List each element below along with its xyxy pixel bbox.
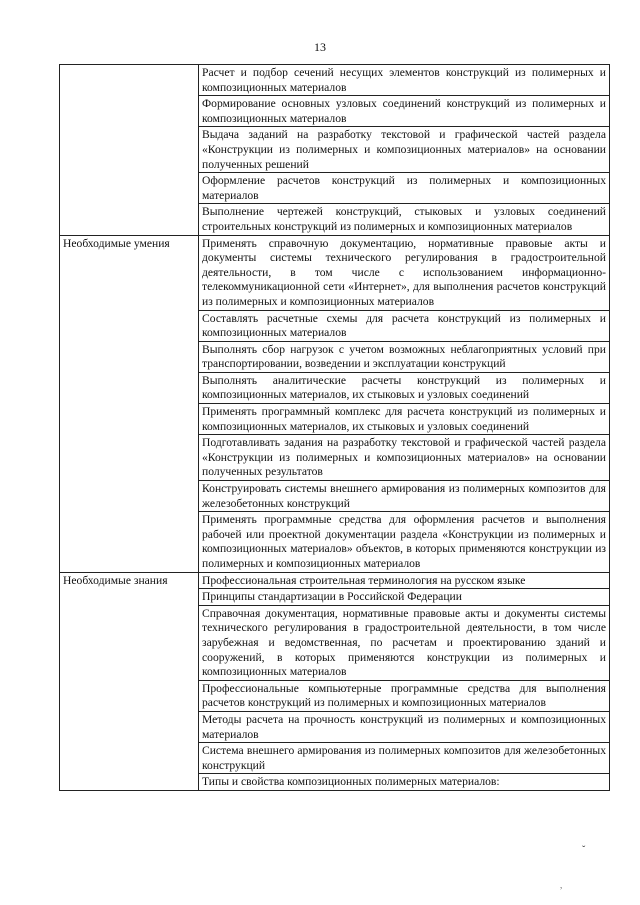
scan-artifact: ˇ — [582, 845, 586, 856]
section-item: Методы расчета на прочность конструкций из полимерных и композиционных материалов — [199, 711, 610, 742]
section-item: Справочная документация, нормативные правовые акты и документы системы технического регулирования в градостроительной деятельности, в том числе зарубежная и ведомственная, по расчетам и проектированию зданий и сооружений, в которых применяются конструкции из полимерных и композиционных материалов — [199, 605, 610, 680]
scan-artifact-2: , — [560, 880, 563, 890]
section-item: Система внешнего армирования из полимерных композитов для железобетонных конструкций — [199, 743, 610, 774]
section-item: Составлять расчетные схемы для расчета конструкций из полимерных и композиционных материалов — [199, 310, 610, 341]
section-item: Выполнять аналитические расчеты конструкций из полимерных и композиционных материалов, их стыковых и узловых соединений — [199, 372, 610, 403]
page-number: 13 — [314, 40, 326, 54]
section-item: Принципы стандартизации в Российской Федерации — [199, 589, 610, 606]
section-item: Выполнение чертежей конструкций, стыковых и узловых соединений строительных конструкций из полимерных и композиционных материалов — [199, 204, 610, 235]
competency-table — [59, 64, 610, 791]
section-label: Необходимые знания — [60, 572, 199, 790]
section-item: Выполнять сбор нагрузок с учетом возможных неблагоприятных условий при транспортировании, возведении и эксплуатации конструкций — [199, 341, 610, 372]
section-label: Необходимые умения — [60, 235, 199, 572]
section-item: Выдача заданий на разработку текстовой и графической частей раздела «Конструкции из полимерных и композиционных материалов» на основании полученных решений — [199, 127, 610, 173]
section-item: Типы и свойства композиционных полимерных материалов: — [199, 774, 610, 791]
section-item: Применять программные средства для оформления расчетов и выполнения рабочей или проектной документации раздела «Конструкции из полимерных и композиционных материалов» объектов, в которых применяются конструкции из полимерных и композиционных материалов — [199, 512, 610, 572]
section-item: Профессиональные компьютерные программные средства для выполнения расчетов конструкций из полимерных и композиционных материалов — [199, 680, 610, 711]
section-item: Применять программный комплекс для расчета конструкций из полимерных и композиционных материалов, их стыковых и узловых соединений — [199, 404, 610, 435]
table-row — [60, 65, 610, 96]
section-item: Формирование основных узловых соединений конструкций из полимерных и композиционных материалов — [199, 96, 610, 127]
section-item: Конструировать системы внешнего армирования из полимерных композитов для железобетонных конструкций — [199, 481, 610, 512]
table-row — [60, 572, 610, 589]
section-item: Расчет и подбор сечений несущих элементов конструкций из полимерных и композиционных материалов — [199, 65, 610, 96]
section-item: Применять справочную документацию, нормативные правовые акты и документы системы технического регулирования в градостроительной деятельности, в том числе с использованием информационно-телекоммуникационной сети «Интернет», для выполнения расчетов конструкций из полимерных и композиционных материалов — [199, 235, 610, 310]
section-item: Профессиональная строительная терминология на русском языке — [199, 572, 610, 589]
section-item: Подготавливать задания на разработку текстовой и графической частей раздела «Конструкции из полимерных и композиционных материалов» на основании полученных результатов — [199, 435, 610, 481]
section-label — [60, 65, 199, 236]
table-row — [60, 235, 610, 310]
section-item: Оформление расчетов конструкций из полимерных и композиционных материалов — [199, 173, 610, 204]
